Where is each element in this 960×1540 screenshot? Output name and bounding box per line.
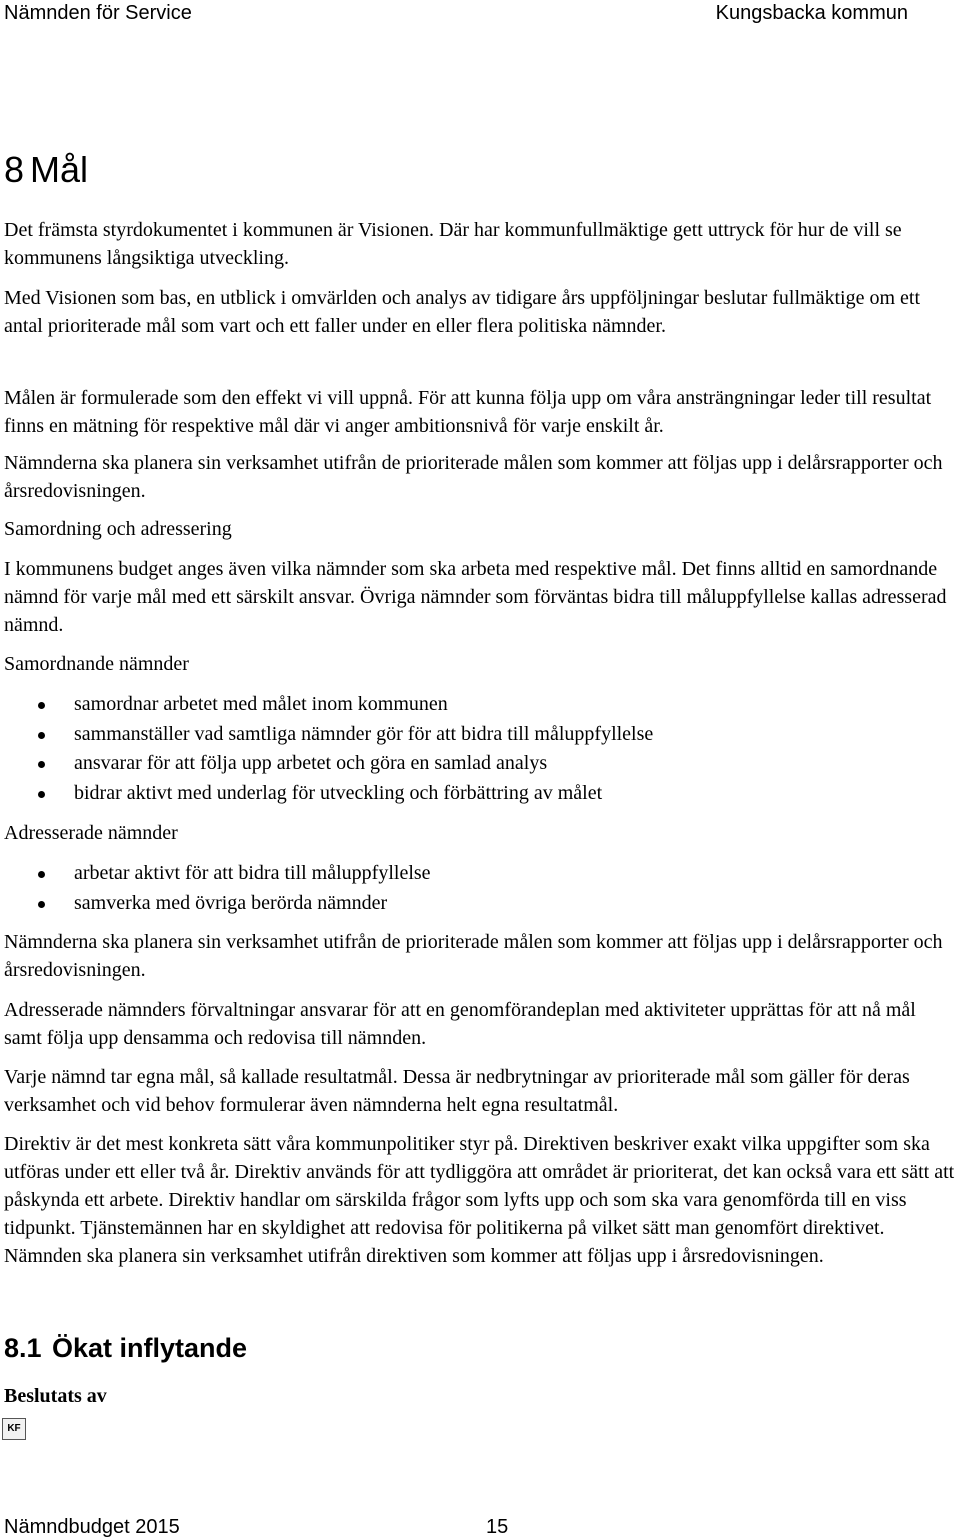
- section-heading: [4, 1332, 247, 1364]
- list-item-text: samordnar arbetet med målet inom kommunen: [74, 693, 448, 715]
- paragraph-text: Målen är formulerade som den effekt vi vill uppnå. För att kunna följa upp om våra ansträngningar leder till resultat finns en mätning för respektive mål där vi anger ambitionsnivå för varje enskilt år.: [4, 387, 932, 437]
- list-item-text: sammanställer vad samtliga nämnder gör för att bidra till måluppfyllelse: [74, 722, 654, 745]
- paragraph-5: [4, 555, 956, 639]
- paragraph-2: [4, 284, 956, 340]
- list-samordnande: [4, 690, 956, 808]
- paragraph-text: Med Visionen som bas, en utblick i omvärlden och analys av tidigare års uppföljningar beslutar fullmäktige om ett antal prioriterade mål som vart och ett faller under en eller flera politiska nämnder.: [4, 287, 920, 337]
- footer-page-number: 15: [486, 1516, 509, 1538]
- decided-by-text: Beslutats av: [4, 1385, 107, 1407]
- page-footer: [0, 1510, 960, 1540]
- paragraph-9: [4, 1130, 956, 1270]
- subheading-adresserade: [4, 819, 956, 847]
- paragraph-7: [4, 996, 956, 1052]
- list-adresserade: [4, 859, 956, 918]
- chapter-title: Mål: [30, 149, 89, 190]
- paragraph-text: I kommunens budget anges även vilka nämnder som ska arbeta med respektive mål. Det finns alltid en samordnande nämnd för varje mål med ett särskilt ansvar. Övriga nämnder som förväntas bidra till måluppfyllelse kallas adresserad nämnd.: [4, 558, 947, 636]
- subheading-samordning: [4, 515, 956, 543]
- bullet-icon: [38, 871, 45, 878]
- section-title: Ökat inflytande: [52, 1333, 248, 1363]
- subheading-samordnande: [4, 650, 956, 678]
- list-item-text: ansvarar för att följa upp arbetet och göra en samlad analys: [74, 752, 548, 774]
- list-item: [4, 779, 956, 809]
- bullet-icon: [38, 901, 45, 908]
- subheading-text: Samordnande nämnder: [4, 653, 189, 675]
- bullet-icon: [38, 732, 45, 739]
- chapter-number: 8: [4, 149, 25, 190]
- subheading-text: Adresserade nämnder: [4, 822, 178, 844]
- paragraph-text: Varje nämnd tar egna mål, så kallade resultatmål. Dessa är nedbrytningar av prioriterade mål som gäller för deras verksamhet och vid behov formulerar även nämnderna helt egna resultatmål.: [4, 1066, 910, 1116]
- paragraph-text: Det främsta styrdokumentet i kommunen är Visionen. Där har kommunfullmäktige gett uttryck för hur de vill se kommunens långsiktiga utveckling.: [4, 219, 902, 269]
- list-item-text: arbetar aktivt för att bidra till måluppfyllelse: [74, 862, 431, 884]
- decided-by-label: [4, 1382, 956, 1410]
- bullet-icon: [38, 702, 45, 709]
- bullet-icon: [38, 761, 45, 768]
- list-item-text: bidrar aktivt med underlag för utveckling och förbättring av målet: [74, 781, 603, 804]
- paragraph-8: [4, 1063, 956, 1119]
- paragraph-text: Nämnderna ska planera sin verksamhet utifrån de prioriterade målen som kommer att följas upp i delårsrapporter och årsredovisningen.: [4, 452, 943, 502]
- paragraph-1: [4, 216, 956, 272]
- paragraph-3: [4, 384, 956, 440]
- section-number: 8.1: [4, 1333, 42, 1363]
- paragraph-text: Direktiv är det mest konkreta sätt våra kommunpolitiker styr på. Direktiven beskriver exakt vilka uppgifter som ska utföras under ett eller två år. Direktiv används för att tydliggöra att området är prioriterat, det kan också vara ett sätt att påskynda ett arbete. Direktiv handlar om särskilda frågor som lyfts upp och som ska vara genomförda till en viss tidpunkt. Tjänstemännen har en skyldighet att redovisa för politikerna på vilket sätt man genomfört direktivet. Nämnden ska planera sin verksamhet utifrån direktiven som kommer att följas upp i årsredovisningen.: [4, 1133, 955, 1267]
- header-municipality: Kungsbacka kommun: [715, 2, 908, 24]
- paragraph-6: [4, 928, 956, 984]
- list-item: [4, 690, 956, 720]
- list-item: [4, 749, 956, 779]
- bullet-icon: [38, 791, 45, 798]
- paragraph-text: Adresserade nämnders förvaltningar ansvarar för att en genomförandeplan med aktiviteter upprättas för att nå mål samt följa upp densamma och redovisa till nämnden.: [4, 999, 916, 1049]
- list-item: [4, 859, 956, 889]
- header-department: Nämnden för Service: [4, 2, 192, 24]
- footer-document-title: Nämndbudget 2015: [4, 1516, 180, 1538]
- subheading-text: Samordning och adressering: [4, 518, 232, 540]
- paragraph-4: [4, 449, 956, 505]
- page-header: [0, 0, 960, 30]
- list-item: [4, 720, 956, 750]
- kf-badge-icon: KF: [2, 1418, 26, 1440]
- paragraph-text: Nämnderna ska planera sin verksamhet utifrån de prioriterade målen som kommer att följas upp i delårsrapporter och årsredovisningen.: [4, 931, 943, 981]
- chapter-heading: [4, 150, 88, 190]
- list-item: [4, 889, 956, 919]
- list-item-text: samverka med övriga berörda nämnder: [74, 891, 388, 914]
